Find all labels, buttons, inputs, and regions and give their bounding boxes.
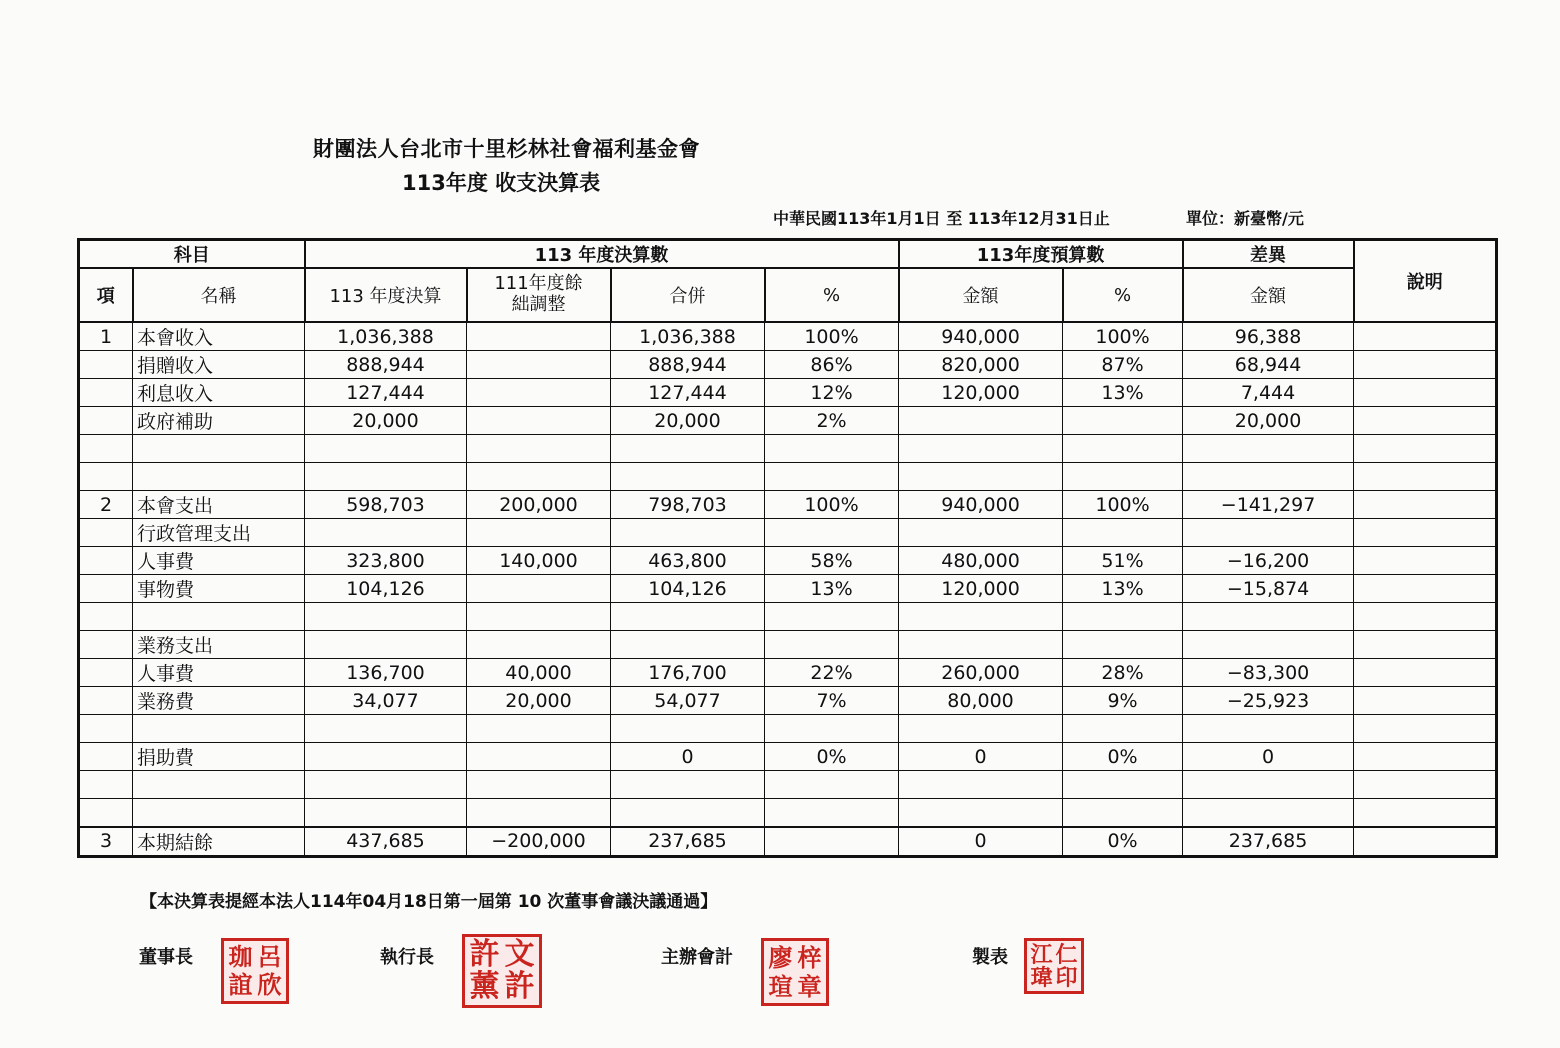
cell-budget: 0 (899, 827, 1063, 857)
cell-actual: 437,685 (305, 827, 467, 857)
seal-character: 章 (797, 971, 822, 1001)
cell-diff (1183, 715, 1354, 743)
seal-character: 誼 (228, 970, 253, 999)
cell-item (79, 547, 133, 575)
cell-note (1354, 547, 1497, 575)
cell-name: 本會支出 (133, 491, 305, 519)
header-name: 名稱 (133, 268, 305, 322)
seal-stamp-icon (462, 934, 542, 1008)
header-item: 項 (79, 268, 133, 322)
cell-item (79, 435, 133, 463)
cell-actual (305, 631, 467, 659)
header-actual-113: 113 年度決算 (305, 268, 467, 322)
cell-adjust (467, 351, 611, 379)
cell-diff: −83,300 (1183, 659, 1354, 687)
cell-name: 捐助費 (133, 743, 305, 771)
cell-budget-pct: 0% (1063, 743, 1183, 771)
cell-budget (899, 799, 1063, 827)
cell-note (1354, 771, 1497, 799)
cell-diff (1183, 463, 1354, 491)
cell-adjust: −200,000 (467, 827, 611, 857)
cell-pct (765, 463, 899, 491)
cell-budget-pct (1063, 435, 1183, 463)
cell-budget: 80,000 (899, 687, 1063, 715)
cell-name: 事物費 (133, 575, 305, 603)
cell-combined: 798,703 (611, 491, 765, 519)
cell-budget (899, 519, 1063, 547)
cell-name: 利息收入 (133, 379, 305, 407)
table-row (79, 743, 1497, 771)
cell-budget-pct (1063, 715, 1183, 743)
cell-name: 業務費 (133, 687, 305, 715)
cell-name (133, 435, 305, 463)
cell-name: 本期結餘 (133, 827, 305, 857)
header-adjust-111: 111年度餘絀調整 (467, 268, 611, 322)
cell-combined: 127,444 (611, 379, 765, 407)
cell-combined (611, 435, 765, 463)
cell-pct: 86% (765, 351, 899, 379)
cell-note (1354, 379, 1497, 407)
seal-character: 廖 (768, 942, 793, 972)
signature-label: 主辦會計 (661, 947, 733, 968)
cell-adjust: 140,000 (467, 547, 611, 575)
cell-actual (305, 519, 467, 547)
cell-note (1354, 435, 1497, 463)
table-row (79, 351, 1497, 379)
cell-item: 2 (79, 491, 133, 519)
cell-combined: 888,944 (611, 351, 765, 379)
cell-adjust (467, 799, 611, 827)
cell-budget-pct: 13% (1063, 379, 1183, 407)
report-title: 113年度 收支決算表 (402, 171, 601, 195)
header-budget-amount: 金額 (899, 268, 1063, 322)
cell-budget: 820,000 (899, 351, 1063, 379)
report-period: 中華民國113年1月1日 至 113年12月31日止 (773, 209, 1110, 228)
table-row (79, 379, 1497, 407)
seal-character: 梓 (797, 942, 822, 972)
table-row (79, 407, 1497, 435)
cell-pct: 13% (765, 575, 899, 603)
cell-budget: 940,000 (899, 491, 1063, 519)
cell-note (1354, 715, 1497, 743)
cell-note (1354, 743, 1497, 771)
table-row (79, 687, 1497, 715)
table-row (79, 322, 1497, 351)
seal-character: 瑄 (768, 971, 793, 1001)
cell-pct (765, 435, 899, 463)
cell-diff: −15,874 (1183, 575, 1354, 603)
seal-character: 薰 (469, 969, 500, 1004)
cell-combined: 0 (611, 743, 765, 771)
header-subject: 科目 (79, 240, 305, 269)
budget-table (77, 238, 1498, 858)
cell-item (79, 631, 133, 659)
cell-combined: 176,700 (611, 659, 765, 687)
cell-note (1354, 827, 1497, 857)
cell-adjust (467, 631, 611, 659)
table-row (79, 715, 1497, 743)
cell-diff: −16,200 (1183, 547, 1354, 575)
cell-adjust (467, 743, 611, 771)
table-row (79, 631, 1497, 659)
cell-pct: 100% (765, 322, 899, 351)
seal-stamp-icon (221, 938, 289, 1004)
table-row (79, 519, 1497, 547)
cell-diff (1183, 519, 1354, 547)
cell-budget-pct (1063, 603, 1183, 631)
cell-actual: 104,126 (305, 575, 467, 603)
cell-pct (765, 519, 899, 547)
seal-character: 瑋 (1030, 964, 1053, 991)
cell-pct (765, 827, 899, 857)
cell-diff (1183, 631, 1354, 659)
cell-budget-pct: 100% (1063, 491, 1183, 519)
cell-name: 業務支出 (133, 631, 305, 659)
cell-actual (305, 715, 467, 743)
table-row (79, 491, 1497, 519)
cell-actual: 20,000 (305, 407, 467, 435)
cell-pct: 0% (765, 743, 899, 771)
header-budget-pct: % (1063, 268, 1183, 322)
seal-stamp-icon (1024, 938, 1084, 994)
cell-budget-pct: 87% (1063, 351, 1183, 379)
seal-character: 許 (469, 937, 500, 972)
cell-pct: 22% (765, 659, 899, 687)
cell-name: 人事費 (133, 547, 305, 575)
cell-actual: 323,800 (305, 547, 467, 575)
cell-name: 政府補助 (133, 407, 305, 435)
cell-note (1354, 687, 1497, 715)
cell-item (79, 659, 133, 687)
cell-name (133, 603, 305, 631)
cell-budget (899, 435, 1063, 463)
seal-character: 欣 (257, 970, 282, 999)
cell-pct (765, 771, 899, 799)
table-row (79, 547, 1497, 575)
cell-budget: 120,000 (899, 575, 1063, 603)
cell-combined: 104,126 (611, 575, 765, 603)
cell-pct: 2% (765, 407, 899, 435)
cell-name: 捐贈收入 (133, 351, 305, 379)
cell-adjust (467, 322, 611, 351)
cell-item (79, 687, 133, 715)
cell-note (1354, 351, 1497, 379)
cell-budget: 120,000 (899, 379, 1063, 407)
cell-note (1354, 407, 1497, 435)
cell-actual (305, 771, 467, 799)
table-row (79, 659, 1497, 687)
cell-pct: 100% (765, 491, 899, 519)
cell-budget-pct: 51% (1063, 547, 1183, 575)
cell-pct (765, 603, 899, 631)
cell-budget-pct (1063, 519, 1183, 547)
cell-combined (611, 463, 765, 491)
cell-actual (305, 603, 467, 631)
header-note: 說明 (1354, 240, 1497, 323)
cell-name (133, 715, 305, 743)
cell-adjust (467, 715, 611, 743)
cell-combined: 54,077 (611, 687, 765, 715)
cell-adjust (467, 463, 611, 491)
cell-diff: 7,444 (1183, 379, 1354, 407)
cell-note (1354, 463, 1497, 491)
cell-budget: 940,000 (899, 322, 1063, 351)
cell-adjust (467, 771, 611, 799)
cell-adjust: 200,000 (467, 491, 611, 519)
table-row (79, 575, 1497, 603)
cell-item (79, 575, 133, 603)
organization-name: 財團法人台北市十里杉林社會福利基金會 (313, 137, 700, 161)
seal-stamp-icon (761, 938, 829, 1006)
seal-character: 許 (504, 969, 535, 1004)
cell-pct (765, 799, 899, 827)
cell-adjust (467, 407, 611, 435)
cell-budget-pct (1063, 799, 1183, 827)
cell-actual (305, 435, 467, 463)
cell-adjust: 20,000 (467, 687, 611, 715)
cell-diff: 20,000 (1183, 407, 1354, 435)
cell-combined: 463,800 (611, 547, 765, 575)
table-row (79, 771, 1497, 799)
seal-character: 珈 (228, 942, 253, 971)
cell-item (79, 407, 133, 435)
cell-combined (611, 715, 765, 743)
cell-diff (1183, 603, 1354, 631)
cell-budget-pct: 28% (1063, 659, 1183, 687)
cell-pct: 12% (765, 379, 899, 407)
cell-actual: 34,077 (305, 687, 467, 715)
cell-budget-pct: 9% (1063, 687, 1183, 715)
cell-budget: 0 (899, 743, 1063, 771)
cell-actual: 1,036,388 (305, 322, 467, 351)
cell-diff (1183, 435, 1354, 463)
cell-note (1354, 799, 1497, 827)
cell-item: 3 (79, 827, 133, 857)
cell-note (1354, 575, 1497, 603)
cell-combined: 1,036,388 (611, 322, 765, 351)
cell-note (1354, 659, 1497, 687)
header-actual: 113 年度決算數 (305, 240, 899, 269)
header-budget: 113年度預算數 (899, 240, 1183, 269)
cell-item (79, 603, 133, 631)
cell-item (79, 743, 133, 771)
seal-character: 仁 (1055, 941, 1078, 968)
approval-note: 【本決算表提經本法人114年04月18日第一屆第 10 次董事會議決議通過】 (140, 892, 718, 912)
signature-label: 執行長 (380, 947, 434, 968)
cell-adjust (467, 379, 611, 407)
cell-note (1354, 603, 1497, 631)
cell-diff: 96,388 (1183, 322, 1354, 351)
signature-label: 製表 (972, 947, 1008, 968)
cell-pct (765, 715, 899, 743)
table-row (79, 799, 1497, 827)
cell-item (79, 799, 133, 827)
cell-budget (899, 771, 1063, 799)
header-pct: % (765, 268, 899, 322)
cell-actual: 136,700 (305, 659, 467, 687)
cell-budget-pct (1063, 463, 1183, 491)
cell-item: 1 (79, 322, 133, 351)
cell-actual: 127,444 (305, 379, 467, 407)
cell-diff: 0 (1183, 743, 1354, 771)
cell-name (133, 463, 305, 491)
cell-adjust: 40,000 (467, 659, 611, 687)
cell-actual (305, 799, 467, 827)
cell-actual (305, 743, 467, 771)
cell-budget-pct: 0% (1063, 827, 1183, 857)
cell-item (79, 463, 133, 491)
cell-name: 人事費 (133, 659, 305, 687)
cell-pct: 7% (765, 687, 899, 715)
seal-character: 呂 (257, 942, 282, 971)
cell-diff: 237,685 (1183, 827, 1354, 857)
cell-budget: 480,000 (899, 547, 1063, 575)
cell-note (1354, 519, 1497, 547)
cell-combined (611, 799, 765, 827)
cell-budget-pct: 100% (1063, 322, 1183, 351)
seal-character: 印 (1055, 964, 1078, 991)
signature-label: 董事長 (139, 947, 193, 968)
cell-name: 本會收入 (133, 322, 305, 351)
cell-actual (305, 463, 467, 491)
cell-budget-pct: 13% (1063, 575, 1183, 603)
table-row (79, 463, 1497, 491)
cell-item (79, 771, 133, 799)
cell-budget (899, 603, 1063, 631)
cell-budget-pct (1063, 771, 1183, 799)
table-row (79, 603, 1497, 631)
cell-pct (765, 631, 899, 659)
cell-diff: −25,923 (1183, 687, 1354, 715)
cell-diff (1183, 771, 1354, 799)
cell-pct: 58% (765, 547, 899, 575)
cell-name (133, 771, 305, 799)
cell-adjust (467, 603, 611, 631)
cell-item (79, 379, 133, 407)
cell-budget (899, 463, 1063, 491)
cell-actual: 598,703 (305, 491, 467, 519)
cell-item (79, 351, 133, 379)
cell-adjust (467, 435, 611, 463)
cell-note (1354, 491, 1497, 519)
cell-item (79, 715, 133, 743)
table-row (79, 827, 1497, 857)
cell-adjust (467, 519, 611, 547)
cell-diff: 68,944 (1183, 351, 1354, 379)
cell-combined (611, 771, 765, 799)
seal-character: 文 (504, 937, 535, 972)
cell-budget: 260,000 (899, 659, 1063, 687)
cell-budget-pct (1063, 631, 1183, 659)
cell-item (79, 519, 133, 547)
cell-adjust (467, 575, 611, 603)
currency-unit: 單位：新臺幣/元 (1186, 209, 1304, 228)
header-diff-amount: 金額 (1183, 268, 1354, 322)
cell-combined (611, 603, 765, 631)
header-diff: 差異 (1183, 240, 1354, 269)
cell-combined (611, 631, 765, 659)
cell-budget (899, 631, 1063, 659)
cell-budget (899, 407, 1063, 435)
cell-actual: 888,944 (305, 351, 467, 379)
seal-character: 江 (1030, 941, 1053, 968)
header-combined: 合併 (611, 268, 765, 322)
cell-combined: 237,685 (611, 827, 765, 857)
cell-combined (611, 519, 765, 547)
cell-budget (899, 715, 1063, 743)
cell-diff: −141,297 (1183, 491, 1354, 519)
cell-combined: 20,000 (611, 407, 765, 435)
cell-budget-pct (1063, 407, 1183, 435)
table-row (79, 435, 1497, 463)
cell-diff (1183, 799, 1354, 827)
cell-note (1354, 322, 1497, 351)
cell-name: 行政管理支出 (133, 519, 305, 547)
cell-note (1354, 631, 1497, 659)
cell-name (133, 799, 305, 827)
